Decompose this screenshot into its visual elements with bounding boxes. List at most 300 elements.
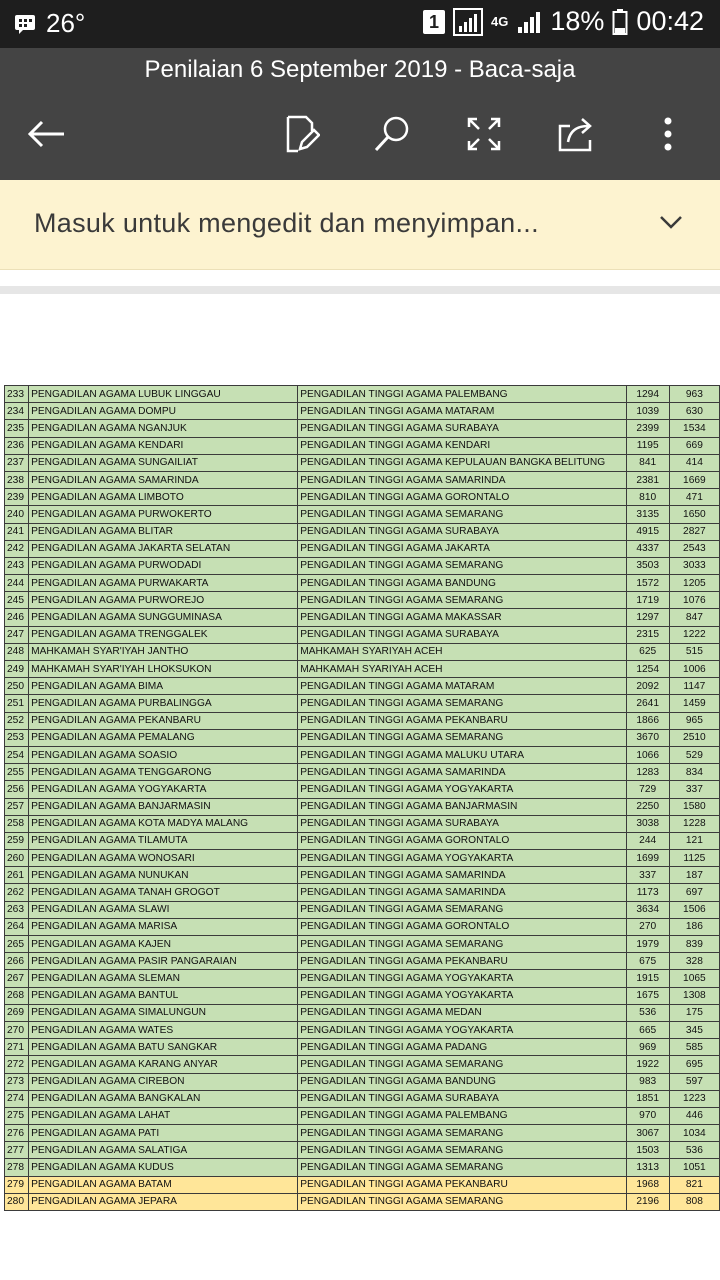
value-b-cell[interactable]: 630 — [669, 403, 719, 420]
high-court-name-cell[interactable]: PENGADILAN TINGGI AGAMA BANJARMASIN — [298, 798, 626, 815]
table-row — [5, 1107, 720, 1124]
value-b-cell[interactable]: 669 — [669, 437, 719, 454]
table-row — [5, 1176, 720, 1193]
court-name-cell[interactable]: PENGADILAN AGAMA PURWODADI — [29, 557, 298, 574]
court-name-cell[interactable]: PENGADILAN AGAMA WONOSARI — [29, 850, 298, 867]
court-name-cell[interactable]: PENGADILAN AGAMA PEMALANG — [29, 729, 298, 746]
table-row — [5, 970, 720, 987]
value-a-cell[interactable]: 1719 — [626, 592, 669, 609]
value-a-cell[interactable]: 3067 — [626, 1125, 669, 1142]
court-name-cell[interactable]: PENGADILAN AGAMA KAJEN — [29, 936, 298, 953]
table-row — [5, 1004, 720, 1021]
row-number-cell[interactable]: 250 — [5, 678, 29, 695]
edit-document-icon — [284, 115, 320, 153]
high-court-name-cell[interactable]: PENGADILAN TINGGI AGAMA SEMARANG — [298, 1056, 626, 1073]
table-row — [5, 1193, 720, 1210]
value-b-cell[interactable]: 121 — [669, 832, 719, 849]
court-name-cell[interactable]: PENGADILAN AGAMA LUBUK LINGGAU — [29, 386, 298, 403]
back-arrow-icon — [26, 119, 66, 149]
banner-text: Masuk untuk mengedit dan menyimpan... — [34, 208, 539, 238]
court-name-cell[interactable]: PENGADILAN AGAMA LAHAT — [29, 1107, 298, 1124]
value-b-cell[interactable]: 1223 — [669, 1090, 719, 1107]
row-number-cell[interactable]: 241 — [5, 523, 29, 540]
row-number-cell[interactable]: 259 — [5, 832, 29, 849]
court-name-cell[interactable]: PENGADILAN AGAMA YOGYAKARTA — [29, 781, 298, 798]
value-b-cell[interactable]: 821 — [669, 1176, 719, 1193]
row-number-cell[interactable]: 238 — [5, 471, 29, 488]
value-a-cell[interactable]: 841 — [626, 454, 669, 471]
value-a-cell[interactable]: 2196 — [626, 1193, 669, 1210]
high-court-name-cell[interactable]: PENGADILAN TINGGI AGAMA SEMARANG — [298, 1142, 626, 1159]
high-court-name-cell[interactable]: PENGADILAN TINGGI AGAMA SEMARANG — [298, 592, 626, 609]
high-court-name-cell[interactable]: PENGADILAN TINGGI AGAMA SURABAYA — [298, 626, 626, 643]
value-b-cell[interactable]: 2543 — [669, 540, 719, 557]
search-button[interactable] — [364, 106, 420, 162]
data-table — [4, 385, 720, 1211]
value-b-cell[interactable]: 1034 — [669, 1125, 719, 1142]
high-court-name-cell[interactable]: PENGADILAN TINGGI AGAMA PADANG — [298, 1039, 626, 1056]
value-b-cell[interactable]: 1051 — [669, 1159, 719, 1176]
high-court-name-cell[interactable]: PENGADILAN TINGGI AGAMA PALEMBANG — [298, 386, 626, 403]
court-name-cell[interactable]: PENGADILAN AGAMA SOASIO — [29, 746, 298, 763]
high-court-name-cell[interactable]: PENGADILAN TINGGI AGAMA SEMARANG — [298, 729, 626, 746]
row-number-cell[interactable]: 246 — [5, 609, 29, 626]
value-a-cell[interactable]: 4915 — [626, 523, 669, 540]
row-number-cell[interactable]: 275 — [5, 1107, 29, 1124]
row-number-cell[interactable]: 258 — [5, 815, 29, 832]
row-number-cell[interactable]: 235 — [5, 420, 29, 437]
court-name-cell[interactable]: PENGADILAN AGAMA PATI — [29, 1125, 298, 1142]
search-icon — [372, 114, 412, 154]
value-b-cell[interactable]: 328 — [669, 953, 719, 970]
value-b-cell[interactable]: 175 — [669, 1004, 719, 1021]
row-number-cell[interactable]: 270 — [5, 1021, 29, 1038]
value-a-cell[interactable]: 4337 — [626, 540, 669, 557]
high-court-name-cell[interactable]: PENGADILAN TINGGI AGAMA YOGYAKARTA — [298, 970, 626, 987]
court-name-cell[interactable]: PENGADILAN AGAMA CIREBON — [29, 1073, 298, 1090]
value-b-cell[interactable]: 697 — [669, 884, 719, 901]
value-a-cell[interactable]: 536 — [626, 1004, 669, 1021]
row-number-cell[interactable]: 271 — [5, 1039, 29, 1056]
value-b-cell[interactable]: 345 — [669, 1021, 719, 1038]
value-a-cell[interactable]: 2381 — [626, 471, 669, 488]
value-a-cell[interactable]: 3135 — [626, 506, 669, 523]
value-b-cell[interactable]: 1669 — [669, 471, 719, 488]
value-b-cell[interactable]: 529 — [669, 746, 719, 763]
back-button[interactable] — [18, 106, 74, 162]
value-b-cell[interactable]: 1147 — [669, 678, 719, 695]
value-b-cell[interactable]: 847 — [669, 609, 719, 626]
value-a-cell[interactable]: 1979 — [626, 936, 669, 953]
more-options-button[interactable] — [640, 106, 696, 162]
row-number-cell[interactable]: 273 — [5, 1073, 29, 1090]
row-number-cell[interactable]: 248 — [5, 643, 29, 660]
more-vert-icon — [662, 116, 674, 152]
fullscreen-button[interactable] — [456, 106, 512, 162]
value-a-cell[interactable]: 244 — [626, 832, 669, 849]
value-a-cell[interactable]: 2399 — [626, 420, 669, 437]
high-court-name-cell[interactable]: PENGADILAN TINGGI AGAMA BANDUNG — [298, 575, 626, 592]
share-button[interactable] — [548, 106, 604, 162]
value-a-cell[interactable]: 3038 — [626, 815, 669, 832]
high-court-name-cell[interactable]: PENGADILAN TINGGI AGAMA PEKANBARU — [298, 712, 626, 729]
network-type: 4G — [491, 14, 509, 29]
value-a-cell[interactable]: 3503 — [626, 557, 669, 574]
row-number-cell[interactable]: 251 — [5, 695, 29, 712]
row-number-cell[interactable]: 245 — [5, 592, 29, 609]
value-a-cell[interactable]: 1675 — [626, 987, 669, 1004]
value-a-cell[interactable]: 810 — [626, 489, 669, 506]
court-name-cell[interactable]: PENGADILAN AGAMA SUNGAILIAT — [29, 454, 298, 471]
value-b-cell[interactable]: 585 — [669, 1039, 719, 1056]
court-name-cell[interactable]: PENGADILAN AGAMA BATU SANGKAR — [29, 1039, 298, 1056]
court-name-cell[interactable]: PENGADILAN AGAMA PURBALINGGA — [29, 695, 298, 712]
value-a-cell[interactable]: 675 — [626, 953, 669, 970]
table-row — [5, 901, 720, 918]
court-name-cell[interactable]: PENGADILAN AGAMA BIMA — [29, 678, 298, 695]
value-b-cell[interactable]: 965 — [669, 712, 719, 729]
row-number-cell[interactable]: 244 — [5, 575, 29, 592]
value-b-cell[interactable]: 1580 — [669, 798, 719, 815]
high-court-name-cell[interactable]: PENGADILAN TINGGI AGAMA SEMARANG — [298, 695, 626, 712]
row-number-cell[interactable]: 257 — [5, 798, 29, 815]
value-a-cell[interactable]: 1195 — [626, 437, 669, 454]
table-row — [5, 609, 720, 626]
high-court-name-cell[interactable]: PENGADILAN TINGGI AGAMA SEMARANG — [298, 936, 626, 953]
court-name-cell[interactable]: PENGADILAN AGAMA KUDUS — [29, 1159, 298, 1176]
high-court-name-cell[interactable]: PENGADILAN TINGGI AGAMA SAMARINDA — [298, 884, 626, 901]
row-number-cell[interactable]: 263 — [5, 901, 29, 918]
court-name-cell[interactable]: PENGADILAN AGAMA JEPARA — [29, 1193, 298, 1210]
value-b-cell[interactable]: 446 — [669, 1107, 719, 1124]
table-row — [5, 678, 720, 695]
table-row — [5, 884, 720, 901]
value-a-cell[interactable]: 1066 — [626, 746, 669, 763]
row-number-cell[interactable]: 265 — [5, 936, 29, 953]
value-a-cell[interactable]: 665 — [626, 1021, 669, 1038]
row-number-cell[interactable]: 261 — [5, 867, 29, 884]
table-row — [5, 420, 720, 437]
high-court-name-cell[interactable]: PENGADILAN TINGGI AGAMA PEKANBARU — [298, 1176, 626, 1193]
court-name-cell[interactable]: PENGADILAN AGAMA SAMARINDA — [29, 471, 298, 488]
high-court-name-cell[interactable]: PENGADILAN TINGGI AGAMA SEMARANG — [298, 1193, 626, 1210]
court-name-cell[interactable]: PENGADILAN AGAMA SIMALUNGUN — [29, 1004, 298, 1021]
high-court-name-cell[interactable]: PENGADILAN TINGGI AGAMA YOGYAKARTA — [298, 1021, 626, 1038]
value-a-cell[interactable]: 1572 — [626, 575, 669, 592]
court-name-cell[interactable]: PENGADILAN AGAMA BATAM — [29, 1176, 298, 1193]
court-name-cell[interactable]: PENGADILAN AGAMA SLAWI — [29, 901, 298, 918]
court-name-cell[interactable]: MAHKAMAH SYAR'IYAH LHOKSUKON — [29, 661, 298, 678]
row-number-cell[interactable]: 274 — [5, 1090, 29, 1107]
row-number-cell[interactable]: 249 — [5, 661, 29, 678]
expand-banner-button[interactable] — [658, 208, 684, 239]
table-row — [5, 506, 720, 523]
row-number-cell[interactable]: 243 — [5, 557, 29, 574]
value-b-cell[interactable]: 414 — [669, 454, 719, 471]
value-a-cell[interactable]: 2250 — [626, 798, 669, 815]
table-row — [5, 643, 720, 660]
high-court-name-cell[interactable]: PENGADILAN TINGGI AGAMA MEDAN — [298, 1004, 626, 1021]
table-row — [5, 798, 720, 815]
high-court-name-cell[interactable]: PENGADILAN TINGGI AGAMA SEMARANG — [298, 557, 626, 574]
table-row — [5, 1125, 720, 1142]
value-a-cell[interactable]: 1173 — [626, 884, 669, 901]
high-court-name-cell[interactable]: PENGADILAN TINGGI AGAMA SURABAYA — [298, 523, 626, 540]
court-name-cell[interactable]: PENGADILAN AGAMA PASIR PANGARAIAN — [29, 953, 298, 970]
row-number-cell[interactable]: 236 — [5, 437, 29, 454]
table-row — [5, 626, 720, 643]
value-a-cell[interactable]: 1297 — [626, 609, 669, 626]
row-number-cell[interactable]: 255 — [5, 764, 29, 781]
court-name-cell[interactable]: PENGADILAN AGAMA NGANJUK — [29, 420, 298, 437]
value-a-cell[interactable]: 1254 — [626, 661, 669, 678]
value-b-cell[interactable]: 2510 — [669, 729, 719, 746]
court-name-cell[interactable]: PENGADILAN AGAMA TRENGGALEK — [29, 626, 298, 643]
table-row — [5, 867, 720, 884]
court-name-cell[interactable]: PENGADILAN AGAMA LIMBOTO — [29, 489, 298, 506]
value-b-cell[interactable]: 471 — [669, 489, 719, 506]
value-a-cell[interactable]: 1283 — [626, 764, 669, 781]
high-court-name-cell[interactable]: PENGADILAN TINGGI AGAMA GORONTALO — [298, 918, 626, 935]
high-court-name-cell[interactable]: PENGADILAN TINGGI AGAMA KEPULAUAN BANGKA BELITUNG — [298, 454, 626, 471]
table-row — [5, 850, 720, 867]
value-b-cell[interactable]: 536 — [669, 1142, 719, 1159]
high-court-name-cell[interactable]: PENGADILAN TINGGI AGAMA SEMARANG — [298, 901, 626, 918]
value-a-cell[interactable]: 1699 — [626, 850, 669, 867]
row-number-cell[interactable]: 267 — [5, 970, 29, 987]
row-number-cell[interactable]: 253 — [5, 729, 29, 746]
high-court-name-cell[interactable]: PENGADILAN TINGGI AGAMA SAMARINDA — [298, 867, 626, 884]
value-b-cell[interactable]: 1065 — [669, 970, 719, 987]
row-number-cell[interactable]: 239 — [5, 489, 29, 506]
court-name-cell[interactable]: PENGADILAN AGAMA TENGGARONG — [29, 764, 298, 781]
value-a-cell[interactable]: 2641 — [626, 695, 669, 712]
high-court-name-cell[interactable]: PENGADILAN TINGGI AGAMA GORONTALO — [298, 489, 626, 506]
table-row — [5, 661, 720, 678]
value-a-cell[interactable]: 729 — [626, 781, 669, 798]
row-number-cell[interactable]: 252 — [5, 712, 29, 729]
row-number-cell[interactable]: 276 — [5, 1125, 29, 1142]
table-row — [5, 953, 720, 970]
value-b-cell[interactable]: 808 — [669, 1193, 719, 1210]
chat-notification-icon — [14, 13, 36, 35]
row-number-cell[interactable]: 279 — [5, 1176, 29, 1193]
value-b-cell[interactable]: 597 — [669, 1073, 719, 1090]
value-a-cell[interactable]: 1968 — [626, 1176, 669, 1193]
value-a-cell[interactable]: 969 — [626, 1039, 669, 1056]
value-b-cell[interactable]: 337 — [669, 781, 719, 798]
value-a-cell[interactable]: 1866 — [626, 712, 669, 729]
value-a-cell[interactable]: 1922 — [626, 1056, 669, 1073]
value-a-cell[interactable]: 270 — [626, 918, 669, 935]
court-name-cell[interactable]: PENGADILAN AGAMA SLEMAN — [29, 970, 298, 987]
court-name-cell[interactable]: PENGADILAN AGAMA KENDARI — [29, 437, 298, 454]
value-a-cell[interactable]: 983 — [626, 1073, 669, 1090]
court-name-cell[interactable]: PENGADILAN AGAMA WATES — [29, 1021, 298, 1038]
value-b-cell[interactable]: 2827 — [669, 523, 719, 540]
table-row — [5, 575, 720, 592]
value-a-cell[interactable]: 1039 — [626, 403, 669, 420]
table-row — [5, 764, 720, 781]
court-name-cell[interactable]: PENGADILAN AGAMA TANAH GROGOT — [29, 884, 298, 901]
value-b-cell[interactable]: 1650 — [669, 506, 719, 523]
value-b-cell[interactable]: 187 — [669, 867, 719, 884]
table-row — [5, 454, 720, 471]
value-a-cell[interactable]: 1313 — [626, 1159, 669, 1176]
high-court-name-cell[interactable]: PENGADILAN TINGGI AGAMA KENDARI — [298, 437, 626, 454]
high-court-name-cell[interactable]: PENGADILAN TINGGI AGAMA SEMARANG — [298, 506, 626, 523]
court-name-cell[interactable]: PENGADILAN AGAMA BLITAR — [29, 523, 298, 540]
value-b-cell[interactable]: 1205 — [669, 575, 719, 592]
value-b-cell[interactable]: 1308 — [669, 987, 719, 1004]
row-number-cell[interactable]: 266 — [5, 953, 29, 970]
value-b-cell[interactable]: 1006 — [669, 661, 719, 678]
court-name-cell[interactable]: PENGADILAN AGAMA KARANG ANYAR — [29, 1056, 298, 1073]
value-a-cell[interactable]: 3634 — [626, 901, 669, 918]
high-court-name-cell[interactable]: PENGADILAN TINGGI AGAMA JAKARTA — [298, 540, 626, 557]
table-row — [5, 1142, 720, 1159]
table-row — [5, 815, 720, 832]
high-court-name-cell[interactable]: PENGADILAN TINGGI AGAMA SURABAYA — [298, 1090, 626, 1107]
value-a-cell[interactable]: 1915 — [626, 970, 669, 987]
row-number-cell[interactable]: 277 — [5, 1142, 29, 1159]
row-number-cell[interactable]: 269 — [5, 1004, 29, 1021]
edit-button[interactable] — [274, 106, 330, 162]
high-court-name-cell[interactable]: PENGADILAN TINGGI AGAMA SURABAYA — [298, 420, 626, 437]
high-court-name-cell[interactable]: PENGADILAN TINGGI AGAMA SEMARANG — [298, 1125, 626, 1142]
value-b-cell[interactable]: 186 — [669, 918, 719, 935]
high-court-name-cell[interactable]: PENGADILAN TINGGI AGAMA YOGYAKARTA — [298, 850, 626, 867]
table-row — [5, 523, 720, 540]
row-number-cell[interactable]: 254 — [5, 746, 29, 763]
table-row — [5, 540, 720, 557]
row-number-cell[interactable]: 240 — [5, 506, 29, 523]
court-name-cell[interactable]: PENGADILAN AGAMA BANJARMASIN — [29, 798, 298, 815]
value-a-cell[interactable]: 2092 — [626, 678, 669, 695]
value-b-cell[interactable]: 834 — [669, 764, 719, 781]
value-b-cell[interactable]: 963 — [669, 386, 719, 403]
court-name-cell[interactable]: PENGADILAN AGAMA SUNGGUMINASA — [29, 609, 298, 626]
court-name-cell[interactable]: PENGADILAN AGAMA PURWAKARTA — [29, 575, 298, 592]
signal-icon — [453, 8, 483, 36]
value-b-cell[interactable]: 839 — [669, 936, 719, 953]
court-name-cell[interactable]: PENGADILAN AGAMA NUNUKAN — [29, 867, 298, 884]
table-row — [5, 386, 720, 403]
value-a-cell[interactable]: 3670 — [626, 729, 669, 746]
court-name-cell[interactable]: PENGADILAN AGAMA PURWOREJO — [29, 592, 298, 609]
court-name-cell[interactable]: PENGADILAN AGAMA MARISA — [29, 918, 298, 935]
table-row — [5, 1039, 720, 1056]
high-court-name-cell[interactable]: PENGADILAN TINGGI AGAMA SURABAYA — [298, 815, 626, 832]
row-number-cell[interactable]: 278 — [5, 1159, 29, 1176]
value-b-cell[interactable]: 1222 — [669, 626, 719, 643]
sim-indicator: 1 — [423, 10, 445, 34]
value-b-cell[interactable]: 515 — [669, 643, 719, 660]
table-row — [5, 1090, 720, 1107]
table-row — [5, 781, 720, 798]
clock: 00:42 — [636, 6, 704, 36]
court-name-cell[interactable]: PENGADILAN AGAMA JAKARTA SELATAN — [29, 540, 298, 557]
row-number-cell[interactable]: 268 — [5, 987, 29, 1004]
row-number-cell[interactable]: 280 — [5, 1193, 29, 1210]
row-number-cell[interactable]: 233 — [5, 386, 29, 403]
sign-in-banner[interactable] — [0, 180, 720, 270]
high-court-name-cell[interactable]: PENGADILAN TINGGI AGAMA MAKASSAR — [298, 609, 626, 626]
divider — [0, 286, 720, 294]
row-number-cell[interactable]: 262 — [5, 884, 29, 901]
value-b-cell[interactable]: 1534 — [669, 420, 719, 437]
spreadsheet[interactable] — [4, 385, 720, 1211]
table-row — [5, 1159, 720, 1176]
high-court-name-cell[interactable]: PENGADILAN TINGGI AGAMA BANDUNG — [298, 1073, 626, 1090]
high-court-name-cell[interactable]: PENGADILAN TINGGI AGAMA MALUKU UTARA — [298, 746, 626, 763]
court-name-cell[interactable]: PENGADILAN AGAMA TILAMUTA — [29, 832, 298, 849]
value-b-cell[interactable]: 1076 — [669, 592, 719, 609]
value-a-cell[interactable]: 970 — [626, 1107, 669, 1124]
row-number-cell[interactable]: 256 — [5, 781, 29, 798]
high-court-name-cell[interactable]: PENGADILAN TINGGI AGAMA YOGYAKARTA — [298, 781, 626, 798]
row-number-cell[interactable]: 264 — [5, 918, 29, 935]
value-a-cell[interactable]: 1851 — [626, 1090, 669, 1107]
court-name-cell[interactable]: PENGADILAN AGAMA SALATIGA — [29, 1142, 298, 1159]
court-name-cell[interactable]: PENGADILAN AGAMA PEKANBARU — [29, 712, 298, 729]
value-b-cell[interactable]: 3033 — [669, 557, 719, 574]
table-row — [5, 832, 720, 849]
high-court-name-cell[interactable]: PENGADILAN TINGGI AGAMA SEMARANG — [298, 1159, 626, 1176]
table-row — [5, 489, 720, 506]
row-number-cell[interactable]: 247 — [5, 626, 29, 643]
court-name-cell[interactable]: PENGADILAN AGAMA PURWOKERTO — [29, 506, 298, 523]
high-court-name-cell[interactable]: PENGADILAN TINGGI AGAMA MATARAM — [298, 678, 626, 695]
table-row — [5, 557, 720, 574]
row-number-cell[interactable]: 272 — [5, 1056, 29, 1073]
court-name-cell[interactable]: PENGADILAN AGAMA DOMPU — [29, 403, 298, 420]
value-a-cell[interactable]: 1294 — [626, 386, 669, 403]
value-a-cell[interactable]: 1503 — [626, 1142, 669, 1159]
value-a-cell[interactable]: 625 — [626, 643, 669, 660]
status-bar — [0, 0, 720, 48]
court-name-cell[interactable]: MAHKAMAH SYAR'IYAH JANTHO — [29, 643, 298, 660]
high-court-name-cell[interactable]: PENGADILAN TINGGI AGAMA YOGYAKARTA — [298, 987, 626, 1004]
table-row — [5, 1056, 720, 1073]
battery-percent: 18% — [550, 6, 605, 36]
high-court-name-cell[interactable]: MAHKAMAH SYARIYAH ACEH — [298, 661, 626, 678]
table-row — [5, 746, 720, 763]
row-number-cell[interactable]: 237 — [5, 454, 29, 471]
high-court-name-cell[interactable]: MAHKAMAH SYARIYAH ACEH — [298, 643, 626, 660]
high-court-name-cell[interactable]: PENGADILAN TINGGI AGAMA PALEMBANG — [298, 1107, 626, 1124]
high-court-name-cell[interactable]: PENGADILAN TINGGI AGAMA SAMARINDA — [298, 471, 626, 488]
high-court-name-cell[interactable]: PENGADILAN TINGGI AGAMA MATARAM — [298, 403, 626, 420]
value-b-cell[interactable]: 695 — [669, 1056, 719, 1073]
high-court-name-cell[interactable]: PENGADILAN TINGGI AGAMA PEKANBARU — [298, 953, 626, 970]
value-a-cell[interactable]: 2315 — [626, 626, 669, 643]
high-court-name-cell[interactable]: PENGADILAN TINGGI AGAMA GORONTALO — [298, 832, 626, 849]
chevron-down-icon — [658, 208, 684, 234]
high-court-name-cell[interactable]: PENGADILAN TINGGI AGAMA SAMARINDA — [298, 764, 626, 781]
row-number-cell[interactable]: 242 — [5, 540, 29, 557]
court-name-cell[interactable]: PENGADILAN AGAMA BANTUL — [29, 987, 298, 1004]
value-b-cell[interactable]: 1125 — [669, 850, 719, 867]
court-name-cell[interactable]: PENGADILAN AGAMA KOTA MADYA MALANG — [29, 815, 298, 832]
row-number-cell[interactable]: 234 — [5, 403, 29, 420]
value-b-cell[interactable]: 1228 — [669, 815, 719, 832]
court-name-cell[interactable]: PENGADILAN AGAMA BANGKALAN — [29, 1090, 298, 1107]
value-b-cell[interactable]: 1459 — [669, 695, 719, 712]
value-b-cell[interactable]: 1506 — [669, 901, 719, 918]
value-a-cell[interactable]: 337 — [626, 867, 669, 884]
row-number-cell[interactable]: 260 — [5, 850, 29, 867]
